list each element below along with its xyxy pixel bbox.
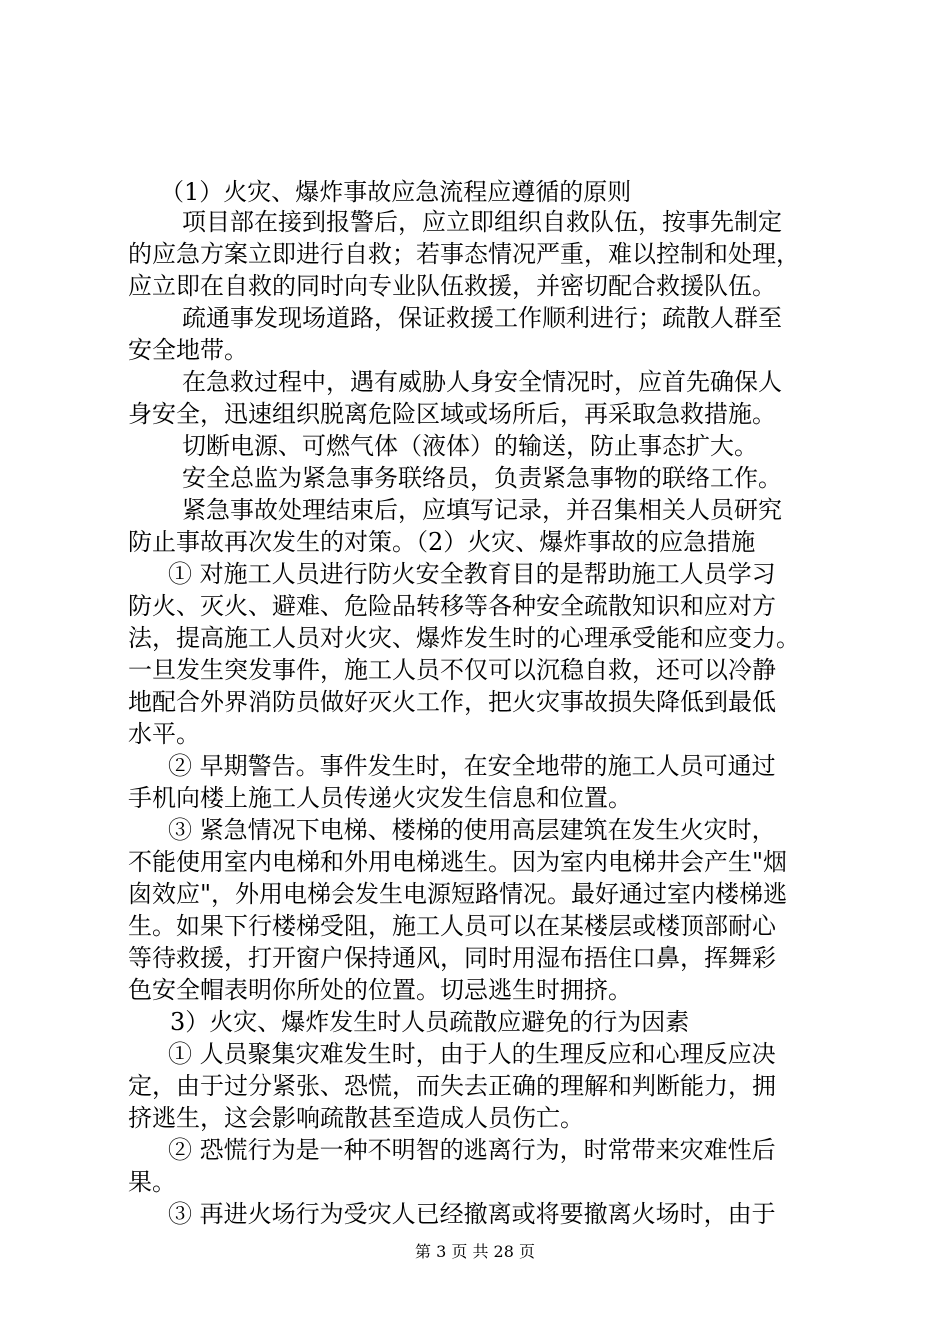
text-line-9: 切断电源、可燃气体（液体）的输送，防止事态扩大。 [182, 432, 758, 460]
text-line-17: 地配合外界消防员做好灭火工作，把火灾事故损失降低到最低 [128, 688, 776, 716]
text-line-28: ① 人员聚集灾难发生时，由于人的生理反应和心理反应决 [168, 1040, 776, 1068]
text-line-11: 紧急事故处理结束后，应填写记录，并召集相关人员研究 [182, 496, 782, 524]
text-line-27: 3）火灾、爆炸发生时人员疏散应避免的行为因素 [170, 1008, 690, 1036]
page-number-footer: 第 3 页 共 28 页 [415, 1242, 535, 1261]
text-line-1: （1）火灾、爆炸事故应急流程应遵循的原则 [160, 178, 632, 206]
text-line-13: ① 对施工人员进行防火安全教育目的是帮助施工人员学习 [168, 560, 776, 588]
text-line-31: ② 恐慌行为是一种不明智的逃离行为，时常带来灾难性后 [168, 1136, 776, 1164]
text-line-14: 防火、灭火、避难、危险品转移等各种安全疏散知识和应对方 [128, 592, 776, 620]
text-line-22: 不能使用室内电梯和外用电梯逃生。因为室内电梯井会产生"烟 [128, 848, 788, 876]
text-line-15: 法，提高施工人员对火灾、爆炸发生时的心理承受能和应变力。 [128, 624, 800, 652]
text-line-26: 色安全帽表明你所处的位置。切忌逃生时拥挤。 [128, 976, 632, 1004]
text-line-7: 在急救过程中，遇有威胁人身安全情况时，应首先确保人 [182, 368, 782, 396]
text-line-25: 等待救援，打开窗户保持通风，同时用湿布捂住口鼻，挥舞彩 [128, 944, 776, 972]
text-line-6: 安全地带。 [128, 336, 248, 364]
text-line-20: 手机向楼上施工人员传递火灾发生信息和位置。 [128, 784, 632, 812]
text-line-2: 项目部在接到报警后，应立即组织自救队伍，按事先制定 [182, 208, 782, 236]
text-line-8: 身安全，迅速组织脱离危险区域或场所后，再采取急救措施。 [128, 400, 776, 428]
text-line-16: 一旦发生突发事件，施工人员不仅可以沉稳自救，还可以冷静 [128, 656, 776, 684]
text-line-24: 生。如果下行楼梯受阻，施工人员可以在某楼层或楼顶部耐心 [128, 912, 776, 940]
text-line-5: 疏通事发现场道路，保证救援工作顺利进行；疏散人群至 [182, 304, 782, 332]
text-line-3: 的应急方案立即进行自救；若事态情况严重，难以控制和处理， [128, 240, 800, 268]
text-line-29: 定，由于过分紧张、恐慌，而失去正确的理解和判断能力，拥 [128, 1072, 776, 1100]
text-line-12: 防止事故再次发生的对策。（2）火灾、爆炸事故的应急措施 [128, 528, 756, 556]
text-line-21: ③ 紧急情况下电梯、楼梯的使用高层建筑在发生火灾时， [168, 816, 776, 844]
text-line-33: ③ 再进火场行为受灾人已经撤离或将要撤离火场时，由于 [168, 1200, 776, 1228]
text-line-19: ② 早期警告。事件发生时，在安全地带的施工人员可通过 [168, 752, 776, 780]
text-line-10: 安全总监为紧急事务联络员，负责紧急事物的联络工作。 [182, 464, 782, 492]
text-line-30: 挤逃生，这会影响疏散甚至造成人员伤亡。 [128, 1104, 584, 1132]
text-line-18: 水平。 [128, 720, 200, 748]
text-line-32: 果。 [128, 1168, 176, 1196]
text-line-4: 应立即在自救的同时向专业队伍救援，并密切配合救援队伍。 [128, 272, 776, 300]
text-line-23: 囱效应"，外用电梯会发生电源短路情况。最好通过室内楼梯逃 [128, 880, 788, 908]
